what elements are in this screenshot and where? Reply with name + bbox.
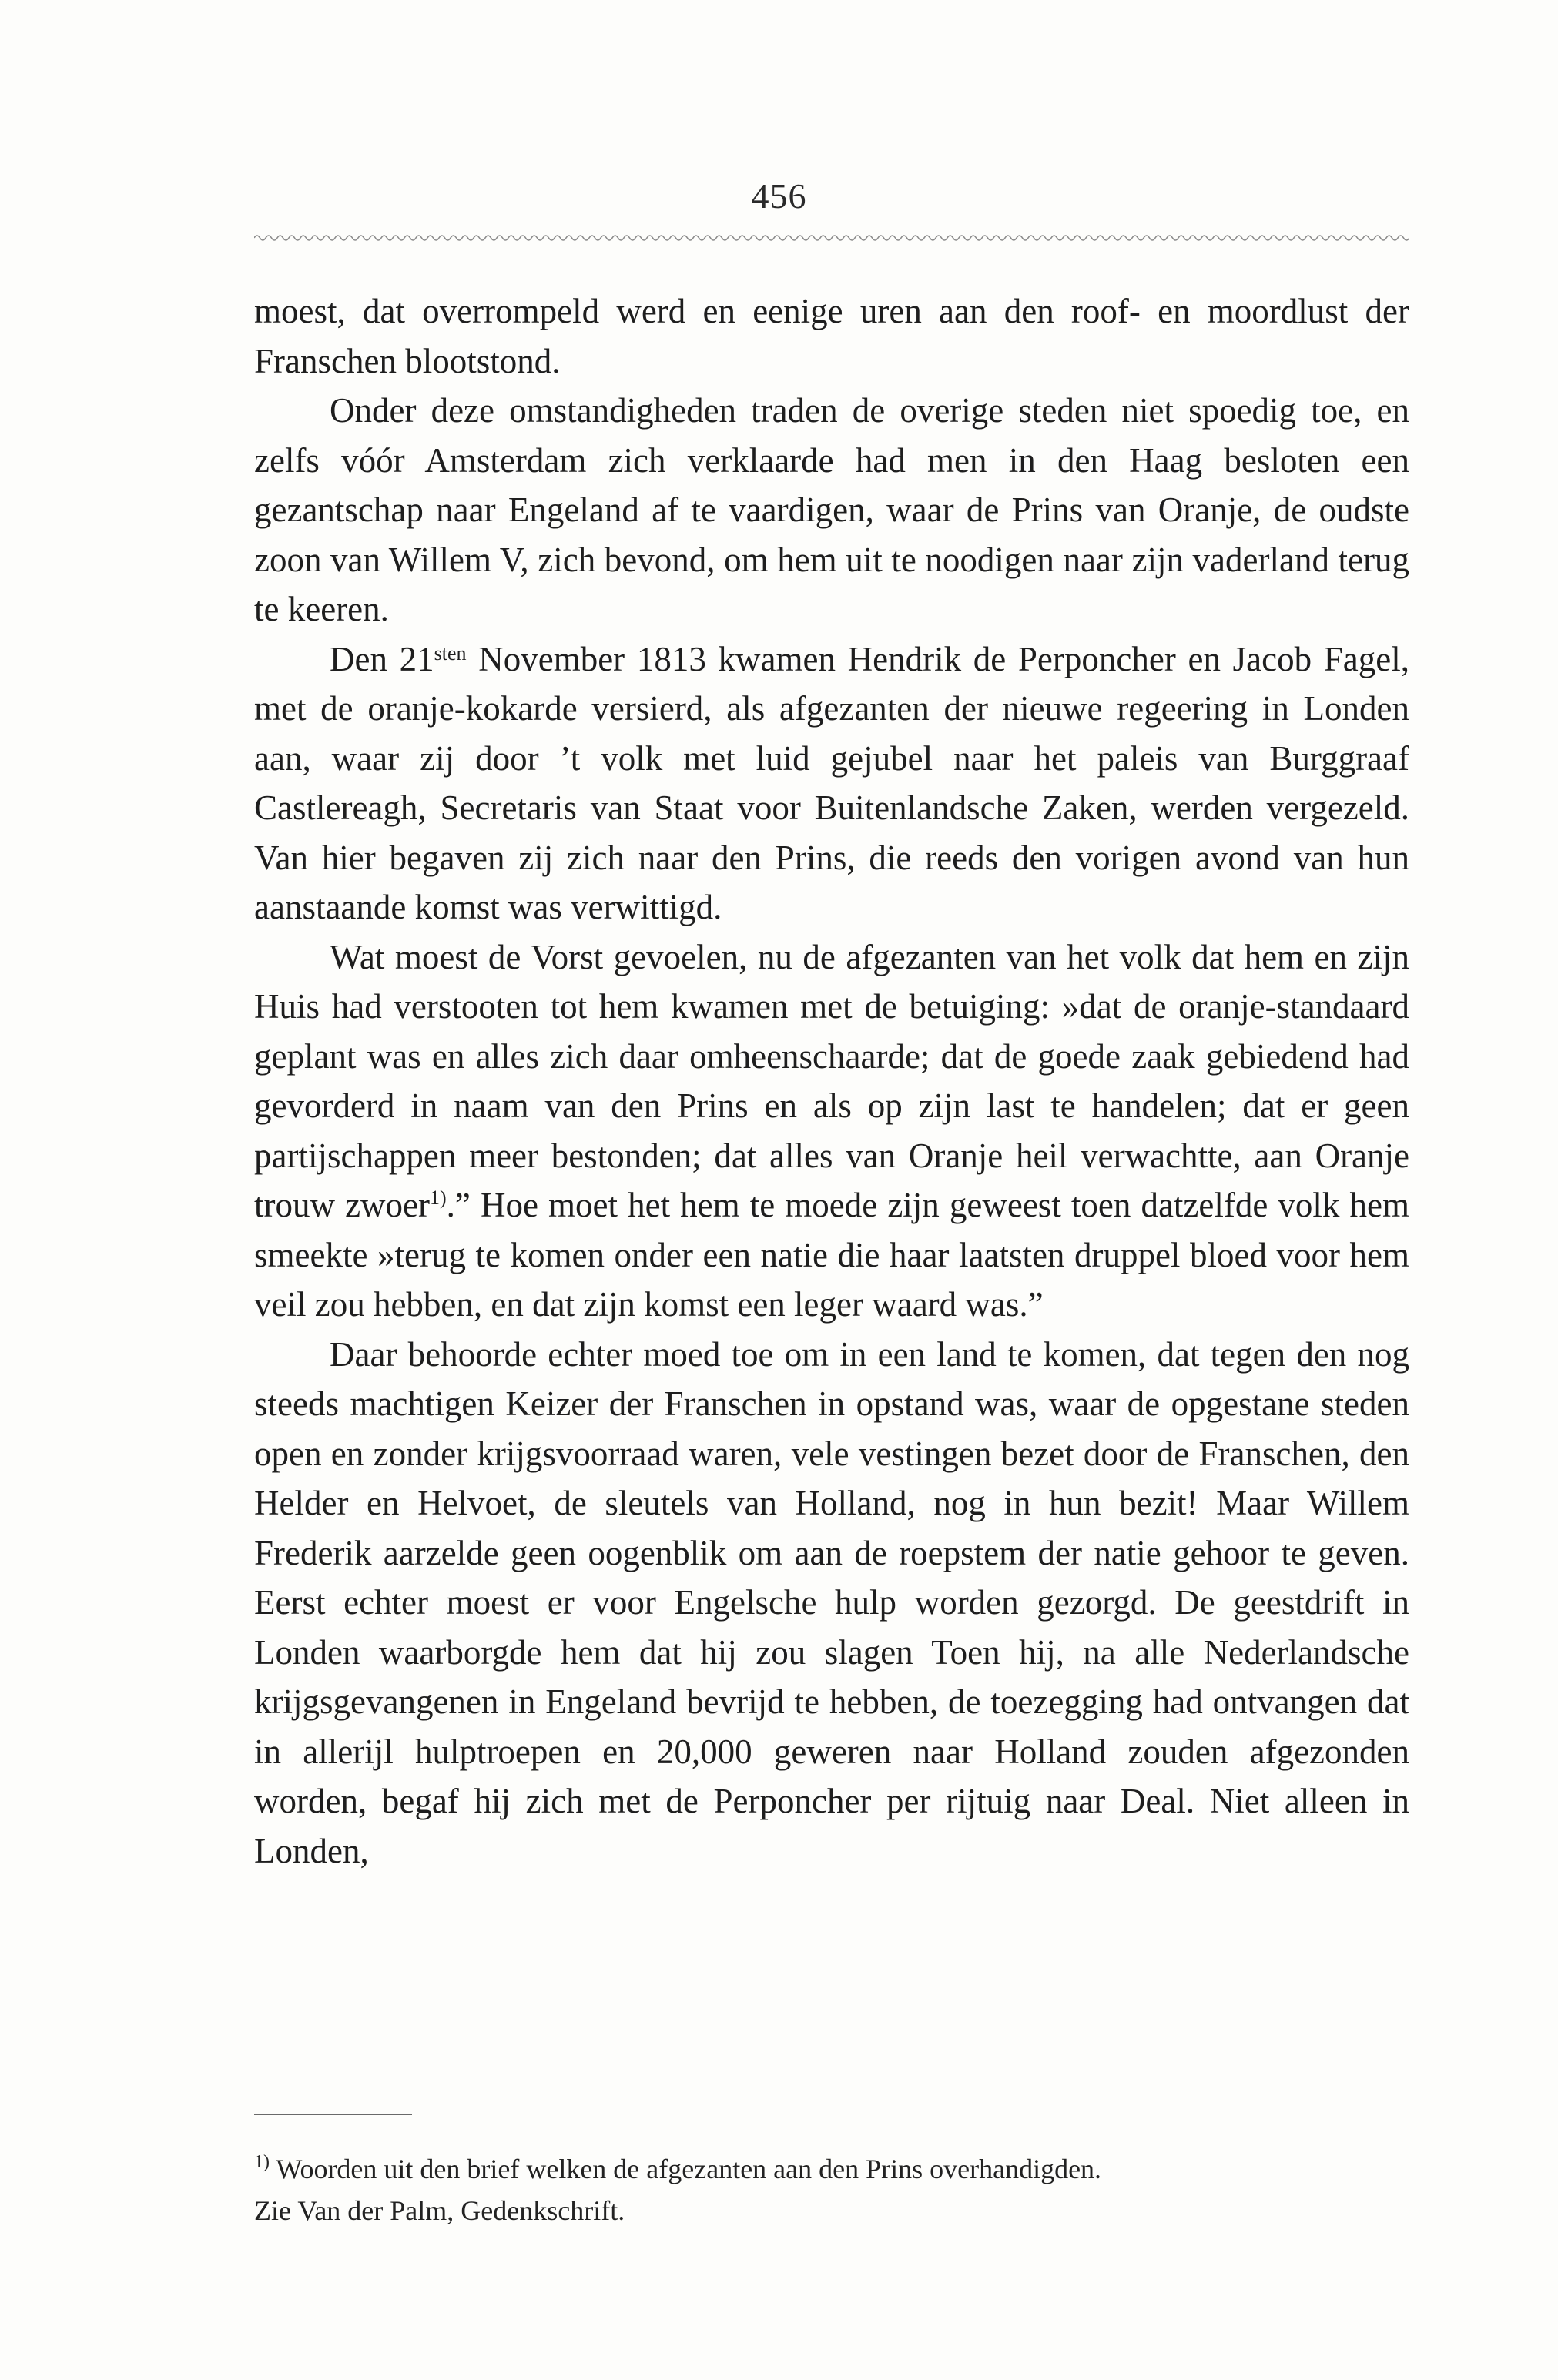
wavy-divider <box>254 231 1409 245</box>
paragraph-4-start: Wat moest de Vorst gevoelen, nu de afgezanten van het volk dat hem en zijn Huis had verstooten tot hem kwamen met de betuiging: »dat de oranje-standaard geplant was en alles zich daar omheenschaarde; dat de goede zaak gebiedend had gevorderd in naam van den Prins en als op zijn last te handelen; dat er geen partijschappen meer bestonden; dat alles van Oranje heil verwachtte, aan Oranje trouw zwoer <box>254 937 1409 1224</box>
paragraph-3-rest: November 1813 kwamen Hendrik de Perponcher en Jacob Fagel, met de oranje-kokarde versierd, als afgezanten der nieuwe regeering in Londen aan, waar zij door ’t volk met luid gejubel naar het paleis van Burggraaf Castlereagh, Secretaris van Staat voor Buitenlandsche Zaken, werden vergezeld. Van hier begaven zij zich naar den Prins, die reeds den vorigen avond van hun aanstaande komst was verwittigd. <box>254 639 1409 926</box>
paragraph-4-rest: .” Hoe moet het hem te moede zijn geweest toen datzelfde volk hem smeekte »terug te komen onder een natie die haar laatsten druppel bloed voor hem veil zou hebben, en dat zijn komst een leger waard was.” <box>254 1186 1409 1324</box>
footnote-mark: 1) <box>254 2152 270 2172</box>
footnotes <box>254 2148 1409 2231</box>
paragraph-1: moest, dat overrompeld werd en eenige uren aan den roof- en moordlust der Franschen blootstond. <box>254 292 1409 380</box>
paragraph-3 <box>254 634 1409 932</box>
paragraph-5: Daar behoorde echter moed toe om in een land te komen, dat tegen den nog steeds machtigen Keizer der Franschen in opstand was, waar de opgestane steden open en zonder krijgsvoorraad waren, vele vestingen bezet door de Franschen, den Helder en Helvoet, de sleutels van Holland, nog in hun bezit! Maar Willem Frederik aarzelde geen oogenblik om aan de roepstem der natie gehoor te geven. Eerst echter moest er voor Engelsche hulp worden gezorgd. De geestdrift in Londen waarborgde hem dat hij zou slagen Toen hij, na alle Nederlandsche krijgsgevangenen in Engeland bevrijd te hebben, de toezegging had ontvangen dat in allerijl hulptroepen en 20,000 geweren naar Holland zouden afgezonden worden, begaf hij zich met de Perponcher per rijtuig naar Deal. Niet alleen in Londen, <box>254 1334 1409 1870</box>
ordinal-superscript: sten <box>434 641 467 664</box>
paragraph-4 <box>254 932 1409 1330</box>
paragraph-2: Onder deze omstandigheden traden de overige steden niet spoedig toe, en zelfs vóór Amsterdam zich verklaarde had men in den Haag besloten een gezantschap naar Engeland af te vaardigen, waar de Prins van Oranje, de oudste zoon van Willem V, zich bevond, om hem uit te noodigen naar zijn vaderland terug te keeren. <box>254 391 1409 628</box>
body-text <box>254 286 1409 1876</box>
paragraph-3-start: Den 21 <box>330 639 434 678</box>
footnote-divider <box>254 2114 412 2115</box>
footnote-1 <box>254 2148 1409 2231</box>
footnote-reference: 1) <box>430 1187 447 1209</box>
footnote-text-line-2: Zie Van der Palm, Gedenkschrift. <box>254 2195 625 2226</box>
footnote-text-line-1: Woorden uit den brief welken de afgezanten aan den Prins overhandigden. <box>270 2154 1102 2184</box>
page-number: 456 <box>751 176 807 216</box>
